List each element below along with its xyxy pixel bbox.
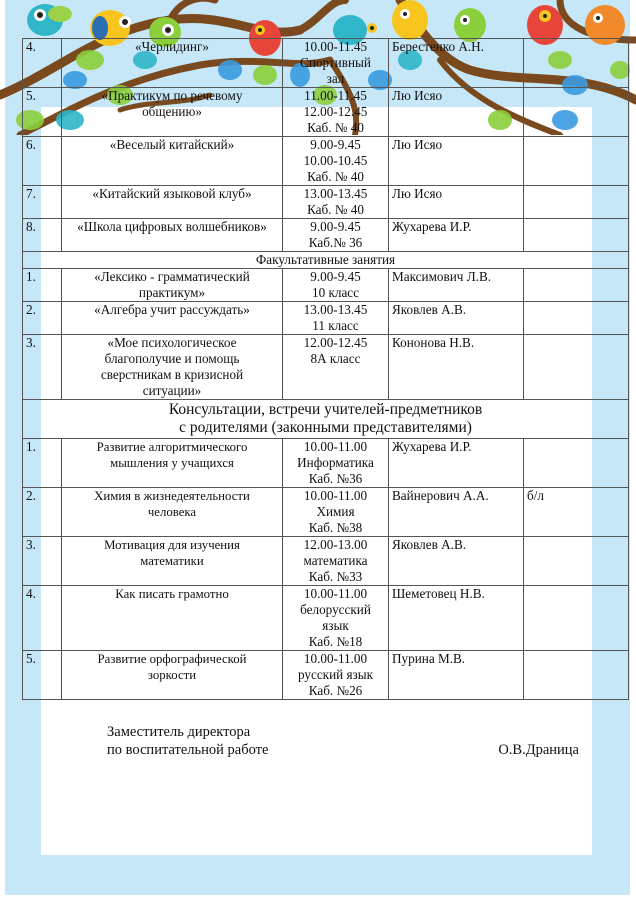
table-row <box>23 269 629 302</box>
section-title-electives: Факультативные занятия <box>23 252 629 269</box>
activity-time: 10.00-11.00 русский язык Каб. №26 <box>283 651 389 700</box>
row-number: 4. <box>23 39 62 88</box>
activity-time: 13.00-13.45 Каб. № 40 <box>283 186 389 219</box>
consultations-section <box>23 400 629 700</box>
activity-name: «Алгебра учит рассуждать» <box>62 302 283 335</box>
activity-name: Химия в жизнедеятельности человека <box>62 488 283 537</box>
activity-time: 12.00-12.45 8А класс <box>283 335 389 400</box>
schedule-table <box>22 38 629 700</box>
teacher-name: Жухарева И.Р. <box>389 439 524 488</box>
table-row <box>23 302 629 335</box>
row-number: 4. <box>23 586 62 651</box>
table-row <box>23 186 629 219</box>
section-header-row <box>23 400 629 439</box>
activity-time: 10.00-11.45 Спортивный зал <box>283 39 389 88</box>
row-number: 3. <box>23 537 62 586</box>
teacher-name: Кононова Н.В. <box>389 335 524 400</box>
signature-block <box>107 723 579 759</box>
table-row <box>23 39 629 88</box>
section-title-consultations: Консультации, встречи учителей-предметников с родителями (законными представителями) <box>23 400 629 439</box>
signatory-position-line1: Заместитель директора <box>107 724 251 740</box>
note <box>524 537 629 586</box>
table-row <box>23 586 629 651</box>
activity-name: «Китайский языковой клуб» <box>62 186 283 219</box>
activity-time: 11.00-11.45 12.00-12.45 Каб. № 40 <box>283 88 389 137</box>
table-row <box>23 137 629 186</box>
note <box>524 39 629 88</box>
note <box>524 586 629 651</box>
signatory-name: О.В.Драница <box>498 742 579 758</box>
note <box>524 137 629 186</box>
section-header-row <box>23 252 629 269</box>
row-number: 6. <box>23 137 62 186</box>
electives-section <box>23 252 629 400</box>
note <box>524 219 629 252</box>
row-number: 5. <box>23 651 62 700</box>
row-number: 8. <box>23 219 62 252</box>
table-row <box>23 439 629 488</box>
note <box>524 439 629 488</box>
activity-time: 10.00-11.00 Химия Каб. №38 <box>283 488 389 537</box>
note <box>524 186 629 219</box>
activity-time: 9.00-9.45 10.00-10.45 Каб. № 40 <box>283 137 389 186</box>
teacher-name: Максимович Л.В. <box>389 269 524 302</box>
teacher-name: Вайнерович А.А. <box>389 488 524 537</box>
table-row <box>23 537 629 586</box>
activity-name: «Веселый китайский» <box>62 137 283 186</box>
row-number: 1. <box>23 269 62 302</box>
activity-time: 10.00-11.00 белорусский язык Каб. №18 <box>283 586 389 651</box>
teacher-name: Берестенко А.Н. <box>389 39 524 88</box>
row-number: 3. <box>23 335 62 400</box>
table-row <box>23 88 629 137</box>
note <box>524 651 629 700</box>
signatory-position-line2: по воспитательной работе <box>107 742 269 758</box>
activity-time: 10.00-11.00 Информатика Каб. №36 <box>283 439 389 488</box>
note <box>524 335 629 400</box>
teacher-name: Лю Исяо <box>389 186 524 219</box>
activity-name: «Практикум по речевому общению» <box>62 88 283 137</box>
teacher-name: Яковлев А.В. <box>389 302 524 335</box>
table-row <box>23 651 629 700</box>
activity-name: Мотивация для изучения математики <box>62 537 283 586</box>
activity-time: 12.00-13.00 математика Каб. №33 <box>283 537 389 586</box>
row-number: 2. <box>23 488 62 537</box>
row-number: 1. <box>23 439 62 488</box>
activity-time: 13.00-13.45 11 класс <box>283 302 389 335</box>
table-row <box>23 335 629 400</box>
activity-name: «Черлидинг» <box>62 39 283 88</box>
note: б/л <box>524 488 629 537</box>
activity-name: «Мое психологическое благополучие и помощь сверстникам в кризисной ситуации» <box>62 335 283 400</box>
row-number: 5. <box>23 88 62 137</box>
teacher-name: Лю Исяо <box>389 88 524 137</box>
teacher-name: Яковлев А.В. <box>389 537 524 586</box>
note <box>524 302 629 335</box>
note <box>524 269 629 302</box>
activity-name: Развитие орфографической зоркости <box>62 651 283 700</box>
activity-time: 9.00-9.45 Каб.№ 36 <box>283 219 389 252</box>
teacher-name: Пурина М.В. <box>389 651 524 700</box>
table-row <box>23 219 629 252</box>
activity-name: «Школа цифровых волшебников» <box>62 219 283 252</box>
activity-name: Развитие алгоритмического мышления у учащихся <box>62 439 283 488</box>
teacher-name: Шеметовец Н.В. <box>389 586 524 651</box>
teacher-name: Жухарева И.Р. <box>389 219 524 252</box>
activity-name: «Лексико - грамматический практикум» <box>62 269 283 302</box>
note <box>524 88 629 137</box>
activity-time: 9.00-9.45 10 класс <box>283 269 389 302</box>
teacher-name: Лю Исяо <box>389 137 524 186</box>
row-number: 7. <box>23 186 62 219</box>
activity-name: Как писать грамотно <box>62 586 283 651</box>
clubs-continued-section <box>23 39 629 252</box>
row-number: 2. <box>23 302 62 335</box>
table-row <box>23 488 629 537</box>
